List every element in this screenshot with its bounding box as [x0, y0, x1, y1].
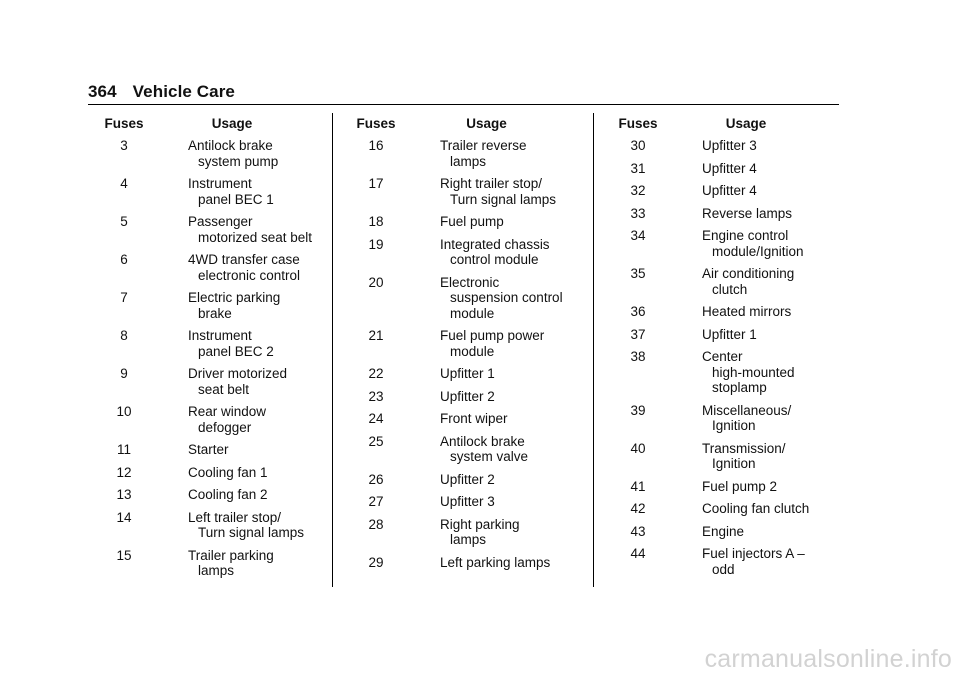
- fuse-number: 13: [116, 487, 132, 502]
- fuse-number: 34: [630, 228, 646, 243]
- fuse-usage: [412, 389, 585, 405]
- fuse-usage: [160, 252, 328, 283]
- fuse-number: 36: [630, 304, 646, 319]
- usage-column-header: Usage: [466, 116, 507, 131]
- fuse-usage-line: Upfitter 3: [440, 494, 495, 509]
- fuse-number: 18: [368, 214, 384, 229]
- fuse-row: [602, 228, 842, 259]
- fuse-usage-line: Miscellaneous/: [702, 402, 792, 418]
- fuse-usage: [160, 487, 328, 503]
- fuse-usage-line: Instrument: [188, 328, 252, 343]
- fuses-column-header: Fuses: [356, 116, 396, 131]
- fuse-usage-line: clutch: [712, 281, 748, 297]
- fuse-usage-line: stoplamp: [712, 380, 767, 395]
- fuse-row: [88, 442, 328, 458]
- fuse-usage: [674, 266, 842, 297]
- fuse-usage-line: Front wiper: [440, 411, 508, 426]
- fuse-usage: [674, 501, 842, 517]
- fuse-usage-line: Transmission/: [702, 440, 786, 456]
- fuse-usage: [674, 228, 842, 259]
- fuse-usage-line: module/Ignition: [712, 243, 804, 259]
- fuse-usage: [412, 472, 585, 488]
- fuse-usage: [674, 304, 842, 320]
- fuse-number: 26: [368, 471, 384, 487]
- fuse-usage: [412, 328, 585, 359]
- fuse-row: [340, 472, 585, 488]
- fuse-number: 12: [116, 464, 132, 480]
- usage-column-header: Usage: [725, 116, 767, 131]
- fuse-usage-line: Cooling fan 2: [188, 487, 268, 502]
- fuse-usage-line: Driver motorized: [188, 366, 288, 381]
- fuse-usage: [674, 183, 842, 199]
- fuse-usage: [160, 510, 328, 541]
- fuse-usage: [160, 366, 328, 397]
- fuse-usage-line: module: [450, 305, 495, 321]
- fuse-usage: [412, 138, 585, 169]
- fuse-usage: [674, 206, 842, 222]
- fuse-number: 4: [120, 176, 128, 191]
- fuse-number: 41: [630, 478, 646, 494]
- fuse-number: 15: [116, 547, 132, 563]
- fuse-usage-line: Right trailer stop/: [440, 176, 543, 191]
- fuse-number: 42: [630, 501, 646, 516]
- usage-column-header: Usage: [211, 116, 253, 131]
- fuse-usage-line: Instrument: [188, 176, 252, 191]
- fuse-row: [602, 546, 842, 577]
- fuse-usage-line: lamps: [450, 153, 487, 169]
- fuse-row: [602, 501, 842, 517]
- fuse-row: [88, 366, 328, 397]
- fuse-usage-line: Ignition: [712, 456, 756, 471]
- fuse-row: [602, 138, 842, 154]
- fuse-usage-line: seat belt: [198, 381, 250, 397]
- fuse-row: [88, 176, 328, 207]
- fuse-usage: [412, 275, 585, 322]
- fuse-usage-line: suspension control: [450, 290, 563, 305]
- header-divider: [88, 104, 839, 105]
- fuse-usage-line: Ignition: [712, 418, 756, 433]
- fuse-usage-line: Electric parking: [188, 290, 281, 305]
- fuse-usage: [674, 403, 842, 434]
- fuse-usage-line: lamps: [198, 563, 235, 578]
- fuse-usage: [674, 479, 842, 495]
- fuse-row: [602, 161, 842, 177]
- fuse-usage-line: Upfitter 3: [702, 138, 757, 153]
- fuse-row: [340, 555, 585, 571]
- fuse-usage-line: module: [450, 343, 495, 359]
- fuse-number: 33: [630, 205, 646, 221]
- fuse-usage-line: Upfitter 1: [702, 326, 757, 342]
- fuse-usage-line: Trailer parking: [188, 547, 274, 563]
- fuse-number: 30: [630, 138, 646, 153]
- fuse-usage: [160, 290, 328, 321]
- fuse-row: [88, 548, 328, 579]
- fuse-usage: [412, 366, 585, 382]
- page-number: 364: [88, 82, 117, 101]
- fuses-column-header: Fuses: [104, 116, 144, 131]
- section-title: Vehicle Care: [132, 82, 235, 101]
- fuse-usage: [412, 434, 585, 465]
- fuse-row: [88, 487, 328, 503]
- fuse-row: [88, 214, 328, 245]
- fuse-usage-line: electronic control: [198, 267, 301, 283]
- fuse-row: [602, 349, 842, 396]
- watermark: carmanualsonline.info: [704, 645, 952, 673]
- fuse-row: [602, 479, 842, 495]
- fuse-usage: [160, 138, 328, 169]
- fuse-usage-line: 4WD transfer case: [188, 252, 300, 267]
- fuse-table-column-3: [602, 116, 842, 584]
- fuse-usage-line: Cooling fan clutch: [702, 501, 810, 516]
- fuse-usage-line: panel BEC 2: [198, 343, 274, 359]
- fuse-row: [602, 403, 842, 434]
- fuse-usage-line: Turn signal lamps: [450, 191, 557, 207]
- fuse-usage-line: Integrated chassis: [440, 236, 550, 252]
- fuse-row: [340, 366, 585, 382]
- fuse-row: [88, 510, 328, 541]
- fuse-row: [340, 275, 585, 322]
- fuse-usage: [412, 517, 585, 548]
- fuse-number: 32: [630, 183, 646, 198]
- fuse-number: 23: [368, 388, 384, 404]
- fuse-usage: [674, 524, 842, 540]
- fuse-row: [88, 404, 328, 435]
- fuse-row: [88, 252, 328, 283]
- fuse-usage-line: Center: [702, 349, 743, 364]
- fuse-row: [88, 328, 328, 359]
- fuse-row: [340, 494, 585, 510]
- table-header-row: [88, 116, 328, 131]
- fuse-row: [88, 138, 328, 169]
- fuses-column-header: Fuses: [618, 116, 658, 131]
- fuse-row: [340, 237, 585, 268]
- fuse-number: 6: [120, 252, 128, 267]
- fuse-usage: [412, 494, 585, 510]
- fuse-usage: [674, 441, 842, 472]
- fuse-usage-line: Upfitter 4: [702, 160, 757, 176]
- fuse-number: 21: [368, 328, 384, 343]
- fuse-number: 8: [120, 328, 128, 343]
- fuse-usage-line: Cooling fan 1: [188, 464, 268, 480]
- fuse-number: 28: [368, 516, 384, 532]
- fuse-usage: [160, 442, 328, 458]
- fuse-usage: [412, 411, 585, 427]
- fuse-number: 9: [120, 366, 128, 381]
- fuse-usage-line: Heated mirrors: [702, 304, 792, 319]
- fuse-number: 10: [116, 404, 132, 419]
- fuse-usage-line: control module: [450, 252, 539, 267]
- column-divider: [593, 113, 594, 587]
- fuse-usage: [674, 161, 842, 177]
- fuse-row: [88, 465, 328, 481]
- fuse-number: 25: [368, 433, 384, 449]
- fuse-number: 14: [116, 509, 132, 525]
- fuse-usage-line: Antilock brake: [188, 138, 273, 153]
- fuse-row: [602, 304, 842, 320]
- fuse-row: [340, 176, 585, 207]
- fuse-number: 35: [630, 266, 646, 281]
- page-header: [88, 82, 235, 102]
- fuse-usage-line: odd: [712, 561, 735, 577]
- fuse-number: 40: [630, 440, 646, 456]
- fuse-usage-line: Upfitter 1: [440, 366, 495, 381]
- fuse-usage: [160, 404, 328, 435]
- fuse-row: [602, 183, 842, 199]
- fuse-usage-line: lamps: [450, 532, 487, 547]
- fuse-number: 19: [368, 236, 384, 252]
- fuse-number: 22: [368, 366, 384, 381]
- fuse-row: [602, 266, 842, 297]
- fuse-table-column-2: [340, 116, 585, 577]
- fuse-number: 31: [630, 160, 646, 176]
- fuse-usage-line: Antilock brake: [440, 433, 525, 449]
- fuse-number: 24: [368, 411, 384, 426]
- fuse-usage-line: Electronic: [440, 274, 500, 290]
- fuse-row: [340, 434, 585, 465]
- fuse-number: 11: [116, 442, 131, 457]
- fuse-usage-line: Upfitter 2: [440, 471, 495, 487]
- fuse-usage-line: Turn signal lamps: [198, 525, 305, 540]
- fuse-usage-line: Passenger: [188, 214, 253, 229]
- fuse-usage-line: Upfitter 2: [440, 388, 495, 404]
- fuse-table-column-1: [88, 116, 328, 586]
- fuse-usage-line: system pump: [198, 153, 279, 169]
- fuse-number: 44: [630, 546, 646, 561]
- fuse-usage-line: Left parking lamps: [440, 554, 551, 570]
- fuse-usage-line: Starter: [188, 442, 229, 457]
- fuse-usage-line: Rear window: [188, 404, 267, 419]
- fuse-row: [340, 328, 585, 359]
- fuse-row: [340, 517, 585, 548]
- fuse-usage-line: Fuel pump power: [440, 328, 545, 343]
- fuse-usage-line: Fuel pump: [440, 214, 504, 229]
- fuse-usage: [674, 349, 842, 396]
- fuse-usage-line: Air conditioning: [702, 266, 795, 281]
- fuse-usage-line: Engine control: [702, 228, 789, 243]
- fuse-usage: [674, 546, 842, 577]
- fuse-number: 39: [630, 402, 646, 418]
- fuse-usage-line: Left trailer stop/: [188, 509, 282, 525]
- fuse-number: 43: [630, 523, 646, 539]
- fuse-number: 5: [120, 214, 128, 229]
- fuse-usage-line: Right parking: [440, 516, 520, 532]
- fuse-row: [602, 206, 842, 222]
- table-header-row: [602, 116, 842, 131]
- fuse-row: [88, 290, 328, 321]
- fuse-usage: [160, 328, 328, 359]
- fuse-usage-line: system valve: [450, 449, 529, 464]
- fuse-row: [340, 389, 585, 405]
- fuse-usage: [674, 138, 842, 154]
- fuse-usage: [160, 214, 328, 245]
- fuse-usage-line: panel BEC 1: [198, 191, 274, 207]
- fuse-number: 17: [368, 176, 384, 191]
- fuse-row: [340, 214, 585, 230]
- fuse-row: [602, 524, 842, 540]
- fuse-number: 37: [630, 326, 646, 342]
- fuse-number: 27: [368, 494, 384, 509]
- fuse-usage-line: high-mounted: [712, 364, 795, 380]
- column-divider: [332, 113, 333, 587]
- fuse-usage: [412, 237, 585, 268]
- fuse-usage: [160, 465, 328, 481]
- fuse-usage: [412, 214, 585, 230]
- fuse-usage: [412, 176, 585, 207]
- fuse-usage: [412, 555, 585, 571]
- fuse-usage-line: motorized seat belt: [198, 229, 313, 245]
- fuse-number: 20: [368, 274, 384, 290]
- fuse-row: [602, 327, 842, 343]
- fuse-usage-line: Upfitter 4: [702, 183, 757, 198]
- fuse-row: [602, 441, 842, 472]
- fuse-row: [340, 411, 585, 427]
- fuse-number: 29: [368, 554, 384, 570]
- fuse-usage-line: defogger: [198, 419, 252, 435]
- fuse-usage-line: Reverse lamps: [702, 205, 793, 221]
- table-header-row: [340, 116, 585, 131]
- fuse-number: 3: [120, 138, 128, 153]
- fuse-number: 7: [120, 290, 128, 305]
- fuse-row: [340, 138, 585, 169]
- fuse-usage-line: Engine: [702, 523, 745, 539]
- fuse-usage: [160, 548, 328, 579]
- fuse-usage-line: brake: [198, 305, 232, 321]
- fuse-usage-line: Trailer reverse: [440, 138, 527, 153]
- fuse-number: 16: [368, 138, 384, 153]
- fuse-usage-line: Fuel pump 2: [702, 478, 778, 494]
- fuse-number: 38: [630, 349, 646, 364]
- fuse-usage: [160, 176, 328, 207]
- fuse-usage: [674, 327, 842, 343]
- fuse-usage-line: Fuel injectors A –: [702, 546, 805, 561]
